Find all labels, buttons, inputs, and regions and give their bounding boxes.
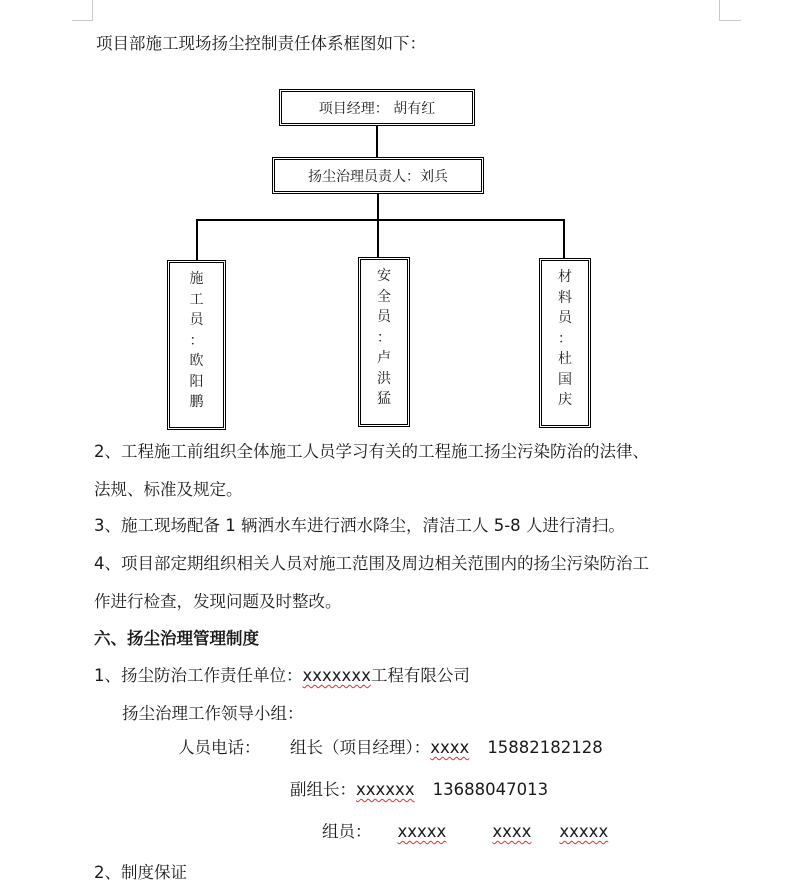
dust-lead-box [272,157,484,194]
safety-officer-char: 安 [377,268,391,284]
deputy-label: 副组长： [290,780,356,799]
member-name: xxxx [492,822,532,841]
paragraph-2-line-1: 2、工程施工前组织全体施工人员学习有关的工程施工扬尘污染防治的法律、 [94,442,649,461]
materials-officer-char: 杜 [558,351,572,367]
safety-officer-char: 洪 [377,370,391,387]
materials-officer-char: 材 [558,269,572,285]
materials-officer-char: 料 [558,289,572,306]
connector-right [563,219,565,259]
safety-officer-char: ： [377,329,391,346]
constructor-char: 鹏 [189,394,204,410]
constructor-char: 欧 [189,353,204,369]
connector-horizontal [196,219,565,221]
crop-mark-top-left-horizontal [72,20,93,21]
member-name: xxxxx [397,822,447,841]
manager-box [279,89,475,126]
constructor-char: 施 [189,271,204,287]
paragraph-4-line-2: 作进行检查，发现问题及时整改。 [94,592,342,611]
safety-officer-box [358,257,410,427]
safety-officer-char: 卢 [377,350,391,366]
leader-phone: 15882182128 [487,738,603,757]
connector-middle [377,219,379,257]
materials-officer-char: 国 [558,371,572,388]
connector-lead-down [377,194,379,220]
safety-officer-char: 员 [377,309,391,325]
manager-label: 项目经理： 胡有红 [318,100,436,117]
item-1-prefix: 1、扬尘防治工作责任单位： [94,666,303,685]
materials-officer-char: 庆 [558,392,572,408]
leader-group-title: 扬尘治理工作领导小组： [122,704,304,723]
paragraph-4-line-1: 4、项目部定期组织相关人员对施工范围及周边相关范围内的扬尘污染防治工 [94,554,649,573]
constructor-box [167,260,226,430]
constructor-char: 阳 [189,373,204,390]
member-label: 组员： [322,822,372,841]
materials-officer-char: ： [558,330,572,347]
safety-officer-char: 全 [377,288,391,305]
paragraph-2-line-2: 法规、标准及规定。 [94,480,243,499]
contact-label: 人员电话： [178,738,261,757]
paragraph-3: 3、施工现场配备 1 辆洒水车进行洒水降尘，清洁工人 5-8 人进行清扫。 [94,516,625,535]
crop-mark-top-right-vertical [719,0,720,20]
safety-officer-char: 猛 [377,391,391,407]
crop-mark-top-left-vertical [92,0,93,20]
deputy-line [290,779,548,801]
constructor-char: 员 [189,312,204,328]
materials-officer-box [539,258,591,428]
members-line [322,821,608,843]
leader-line [290,737,603,759]
connector-left [196,219,198,261]
leader-label: 组长（项目经理）： [290,738,431,757]
section-6-heading: 六、扬尘治理管理制度 [94,629,259,648]
deputy-phone: 13688047013 [432,780,549,799]
constructor-char: 工 [189,291,204,308]
member-name: xxxxx [559,822,609,841]
item-1-responsible-unit [94,665,470,687]
crop-mark-top-right-horizontal [719,20,741,21]
connector-manager-lead [376,126,378,158]
materials-officer-char: 员 [558,310,572,326]
constructor-char: ： [189,332,204,349]
company-name-placeholder: xxxxxxx [302,666,371,685]
dust-lead-label: 扬尘治理员责人：刘兵 [308,168,448,185]
next-item-partial: 2、制度保证 [94,863,187,882]
intro-text: 项目部施工现场扬尘控制责任体系框图如下： [96,34,426,53]
leader-name: xxxx [430,738,470,757]
deputy-name: xxxxxx [356,780,415,799]
item-1-suffix: 工程有限公司 [370,666,470,685]
